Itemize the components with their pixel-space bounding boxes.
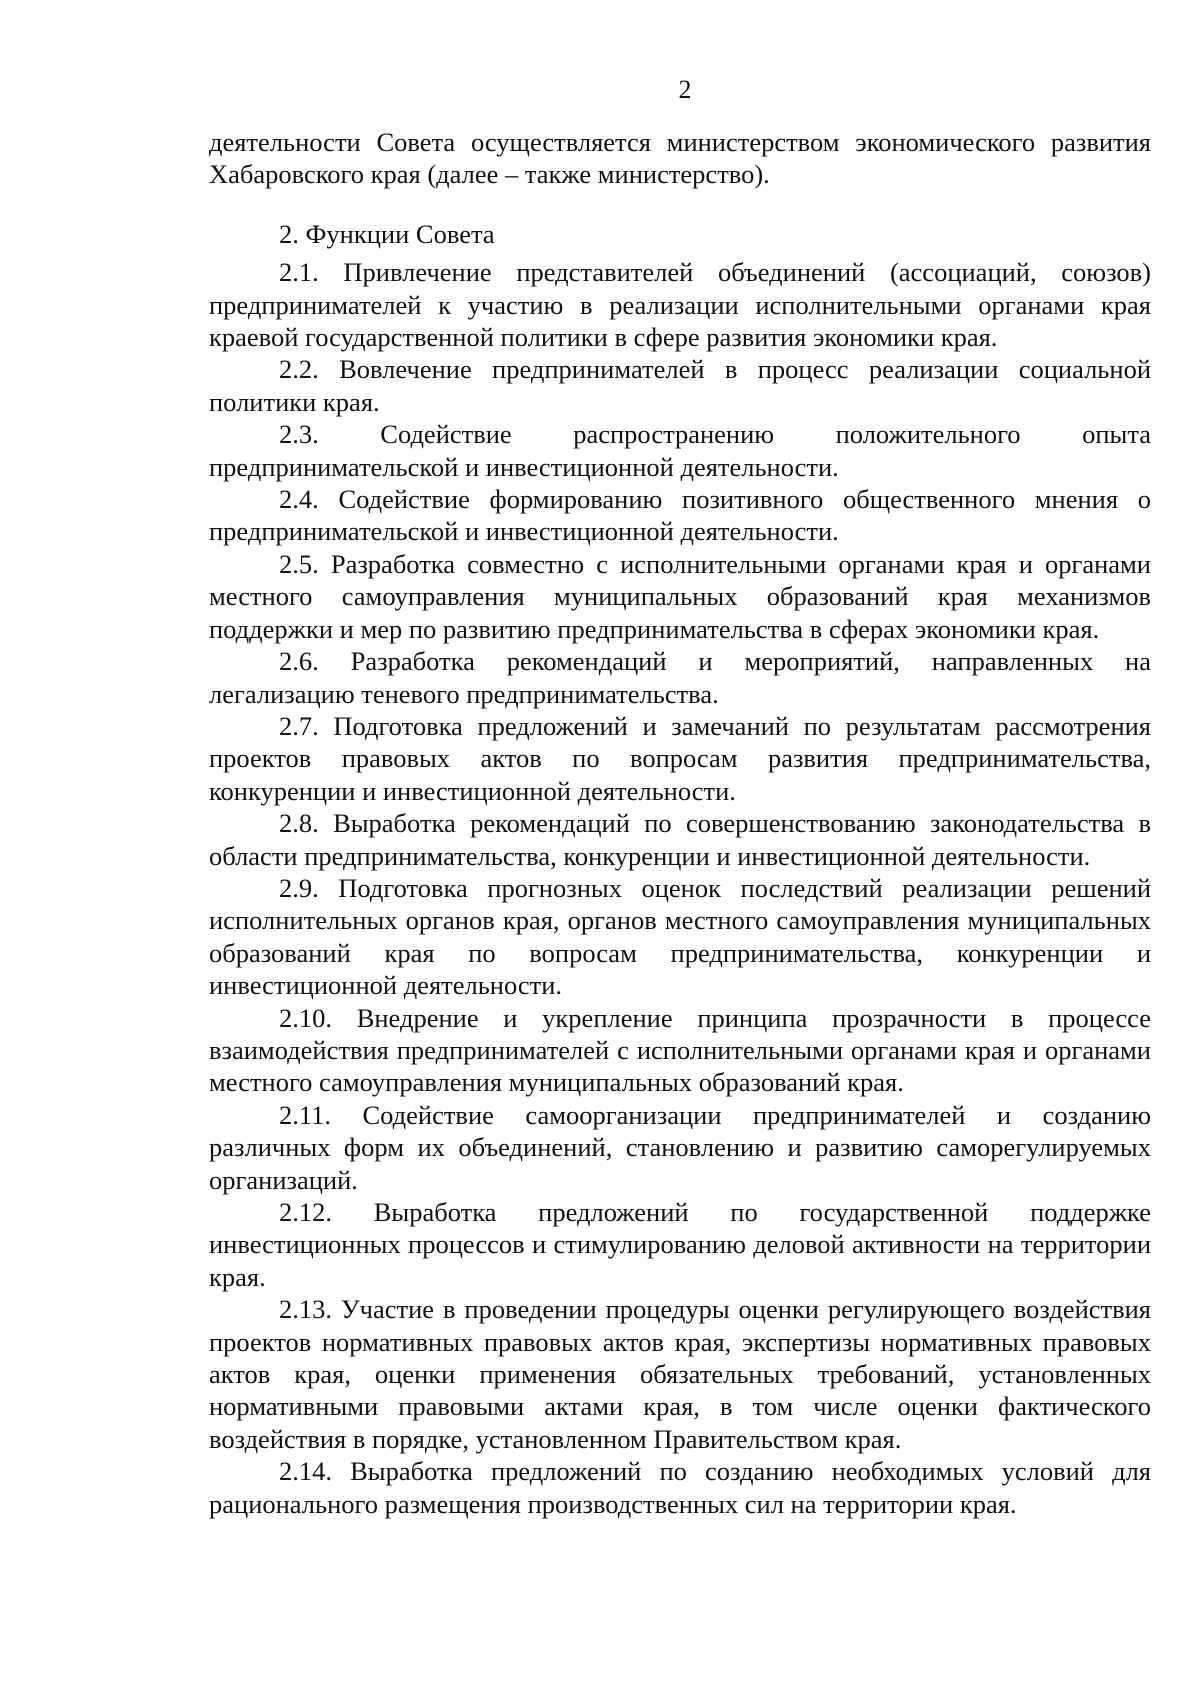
page-number: 2 bbox=[678, 75, 692, 104]
functions-list bbox=[209, 256, 1151, 1520]
section-title: 2. Функции Совета bbox=[279, 218, 495, 249]
function-item-2-14: 2.14. Выработка предложений по созданию необходимых условий для рационального размещения производственных сил на территории края. bbox=[209, 1456, 1151, 1519]
function-item-2-11: 2.11. Содействие самоорганизации предпринимателей и созданию различных форм их объединений, становлению и развитию саморегулируемых организаций. bbox=[209, 1099, 1151, 1195]
function-item-2-6: 2.6. Разработка рекомендаций и мероприятий, направленных на легализацию теневого предпринимательства. bbox=[209, 646, 1151, 709]
function-item-2-2: 2.2. Вовлечение предпринимателей в процесс реализации социальной политики края. bbox=[209, 354, 1151, 417]
function-item-2-5: 2.5. Разработка совместно с исполнительными органами края и органами местного самоуправления муниципальных образований края механизмов поддержки и мер по развитию предпринимательства в сферах экономики края. bbox=[209, 548, 1151, 644]
function-item-2-3: 2.3. Содействие распространению положительного опыта предпринимательской и инвестиционной деятельности. bbox=[209, 419, 1151, 482]
function-item-2-9: 2.9. Подготовка прогнозных оценок последствий реализации решений исполнительных органов края, органов местного самоуправления муниципальных образований края по вопросам предпринимательства, конкуренции и инвестиционной деятельности. bbox=[209, 872, 1151, 1001]
function-item-2-12: 2.12. Выработка предложений по государственной поддержке инвестиционных процессов и стимулированию деловой активности на территории края. bbox=[209, 1197, 1151, 1292]
function-item-2-10: 2.10. Внедрение и укрепление принципа прозрачности в процессе взаимодействия предпринимателей с исполнительными органами края и органами местного самоуправления муниципальных образований края. bbox=[209, 1002, 1151, 1098]
document-body bbox=[209, 126, 1151, 1520]
function-item-2-13: 2.13. Участие в проведении процедуры оценки регулирующего воздействия проектов нормативных правовых актов края, экспертизы нормативных правовых актов края, оценки применения обязательных требований, установленных нормативными правовыми актами края, в том числе оценки фактического воздействия в порядке, установленном Правительством края. bbox=[209, 1294, 1151, 1454]
function-item-2-8: 2.8. Выработка рекомендаций по совершенствованию законодательства в области предпринимательства, конкуренции и инвестиционной деятельности. bbox=[209, 808, 1151, 871]
function-item-2-4: 2.4. Содействие формированию позитивного общественного мнения о предпринимательской и инвестиционной деятельности. bbox=[209, 484, 1151, 547]
function-item-2-1: 2.1. Привлечение представителей объединений (ассоциаций, союзов) предпринимателей к участию в реализации исполнительными органами края краевой государственной политики в сфере развития экономики края. bbox=[209, 257, 1151, 353]
function-item-2-7: 2.7. Подготовка предложений и замечаний по результатам рассмотрения проектов правовых актов по вопросам развития предпринимательства, конкуренции и инвестиционной деятельности. bbox=[209, 710, 1151, 806]
intro-paragraph: деятельности Совета осуществляется министерством экономического развития Хабаровского края (далее – также министерство). bbox=[209, 127, 1151, 190]
